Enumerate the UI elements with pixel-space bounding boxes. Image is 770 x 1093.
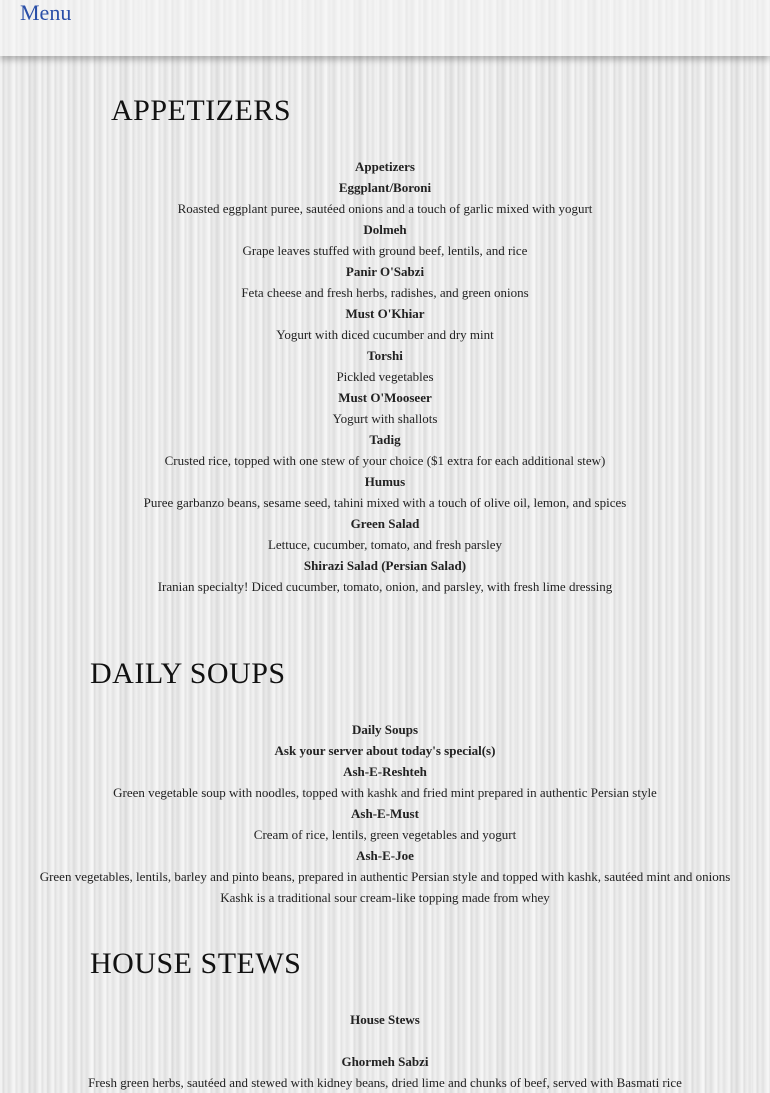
menu-link[interactable]: Menu: [20, 0, 72, 25]
item-description: Cream of rice, lentils, green vegetables and yogurt: [253, 827, 517, 842]
soups-subheading: Ask your server about today's special(s): [274, 743, 496, 758]
item-description: Yogurt with shallots: [332, 411, 438, 426]
item-name: Ash-E-Joe: [356, 848, 414, 863]
soups-note: Kashk is a traditional sour cream-like topping made from whey: [220, 890, 550, 905]
appetizers-heading: Appetizers: [355, 159, 415, 174]
item-description: Puree garbanzo beans, sesame seed, tahini mixed with a touch of olive oil, lemon, and spices: [143, 495, 627, 510]
item-name: Dolmeh: [363, 222, 407, 237]
item-name: Must O'Khiar: [345, 306, 425, 321]
soups-heading: Daily Soups: [351, 722, 419, 737]
item-name: Must O'Mooseer: [338, 390, 432, 405]
item-name: Eggplant/Boroni: [338, 180, 432, 195]
top-nav-bar: [0, 0, 770, 56]
stews-heading: House Stews: [350, 1012, 420, 1027]
item-description: Roasted eggplant puree, sautéed onions and a touch of garlic mixed with yogurt: [177, 201, 593, 216]
section-title-appetizers: APPETIZERS: [111, 94, 292, 127]
item-name: Panir O'Sabzi: [345, 264, 425, 279]
item-description: Green vegetable soup with noodles, topped with kashk and fried mint prepared in authentic Persian style: [113, 785, 657, 800]
item-description: Yogurt with diced cucumber and dry mint: [276, 327, 494, 342]
item-name: Torshi: [367, 348, 403, 363]
item-description: Iranian specialty! Diced cucumber, tomato, onion, and parsley, with fresh lime dressing: [157, 579, 613, 594]
item-description: Grape leaves stuffed with ground beef, lentils, and rice: [242, 243, 528, 258]
item-description: Green vegetables, lentils, barley and pinto beans, prepared in authentic Persian style and topped with kashk, sautéed mint and onions: [39, 869, 731, 884]
section-title-daily-soups: DAILY SOUPS: [90, 657, 286, 690]
spacer: [0, 1030, 770, 1051]
item-name: Green Salad: [350, 516, 420, 531]
item-name: Tadig: [369, 432, 401, 447]
item-description: Crusted rice, topped with one stew of your choice ($1 extra for each additional stew): [164, 453, 606, 468]
item-name: Shirazi Salad (Persian Salad): [303, 558, 467, 573]
item-name: Humus: [364, 474, 406, 489]
item-name: Ghormeh Sabzi: [341, 1054, 429, 1069]
stews-list: [0, 1009, 770, 1093]
item-name: Ash-E-Must: [351, 806, 419, 821]
appetizers-list: [0, 156, 770, 597]
item-description: Feta cheese and fresh herbs, radishes, and green onions: [241, 285, 529, 300]
item-description: Pickled vegetables: [336, 369, 434, 384]
item-description: Lettuce, cucumber, tomato, and fresh parsley: [267, 537, 503, 552]
section-title-house-stews: HOUSE STEWS: [90, 947, 302, 980]
soups-list: [0, 719, 770, 908]
item-description: Fresh green herbs, sautéed and stewed with kidney beans, dried lime and chunks of beef, served with Basmati rice: [88, 1075, 682, 1090]
item-name: Ash-E-Reshteh: [343, 764, 427, 779]
